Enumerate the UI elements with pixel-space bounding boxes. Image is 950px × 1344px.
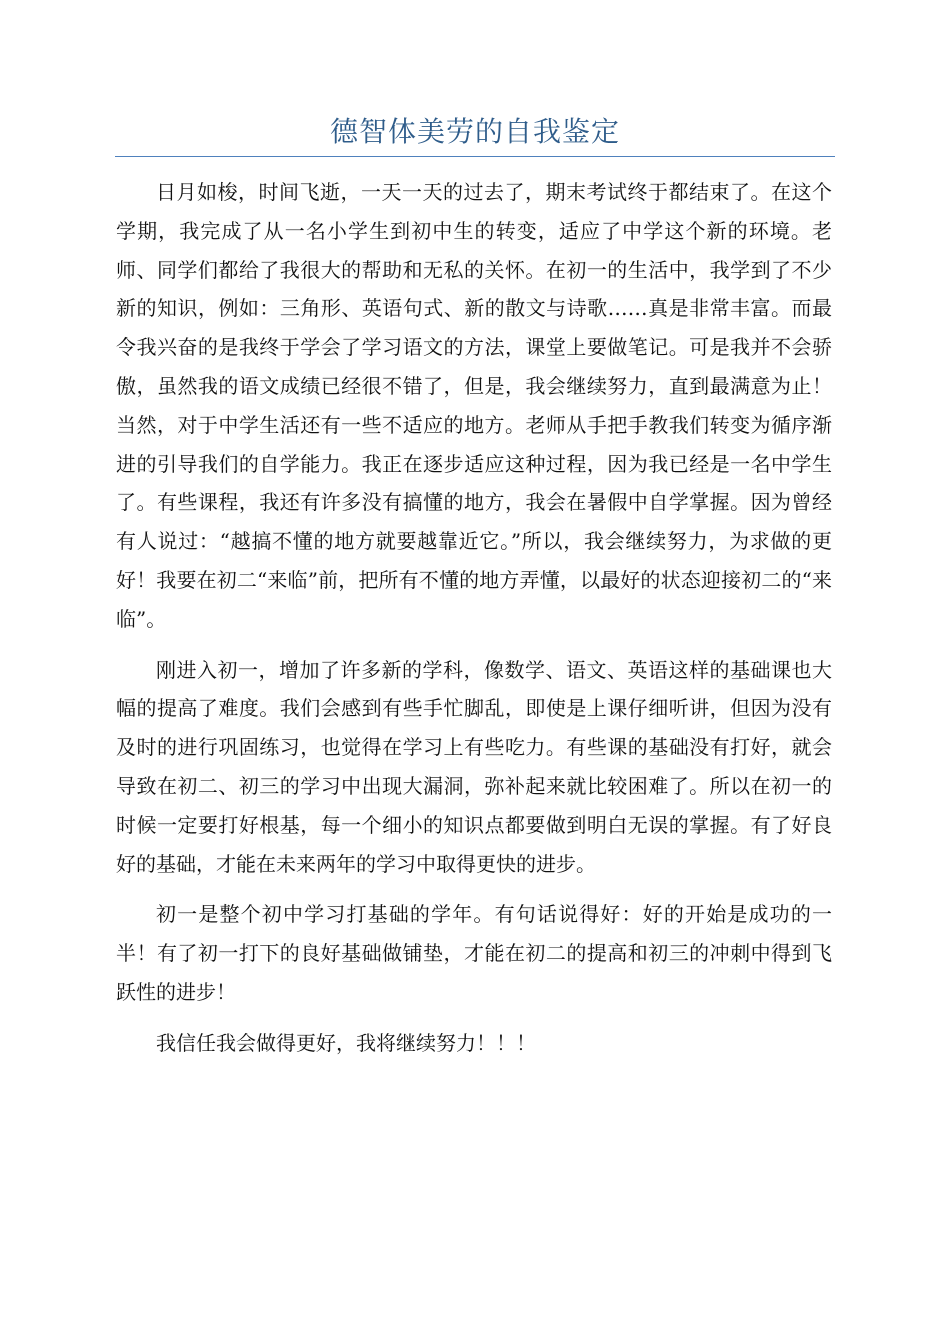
document-body	[116, 173, 832, 1075]
paragraph: 日月如梭，时间飞逝，一天一天的过去了，期末考试终于都结束了。在这个学期，我完成了从一名小学生到初中生的转变，适应了中学这个新的环境。老师、同学们都给了我很大的帮助和无私的关怀。在初一的生活中，我学到了不少新的知识，例如：三角形、英语句式、新的散文与诗歌……真是非常丰富。而最令我兴奋的是我终于学会了学习语文的方法，课堂上要做笔记。可是我并不会骄傲，虽然我的语文成绩已经很不错了，但是，我会继续努力，直到最满意为止！当然，对于中学生活还有一些不适应的地方。老师从手把手教我们转变为循序渐进的引导我们的自学能力。我正在逐步适应这种过程，因为我已经是一名中学生了。有些课程，我还有许多没有搞懂的地方，我会在暑假中自学掌握。因为曾经有人说过：“越搞不懂的地方就要越靠近它。”所以，我会继续努力，为求做的更好！我要在初二“来临”前，把所有不懂的地方弄懂，以最好的状态迎接初二的“来临”。	[116, 180, 832, 631]
title-block	[115, 112, 835, 157]
paragraph: 刚进入初一，增加了许多新的学科，像数学、语文、英语这样的基础课也大幅的提高了难度。我们会感到有些手忙脚乱，即使是上课仔细听讲，但因为没有及时的进行巩固练习，也觉得在学习上有些吃力。有些课的基础没有打好，就会导致在初二、初三的学习中出现大漏洞，弥补起来就比较困难了。所以在初一的时候一定要打好根基，每一个细小的知识点都要做到明白无误的掌握。有了好良好的基础，才能在未来两年的学习中取得更快的进步。	[116, 657, 832, 876]
paragraph: 我信任我会做得更好，我将继续努力！！！	[156, 1030, 536, 1055]
paragraph: 初一是整个初中学习打基础的学年。有句话说得好：好的开始是成功的一半！有了初一打下的良好基础做铺垫，才能在初二的提高和初三的冲刺中得到飞跃性的进步！	[116, 902, 832, 1004]
document-title: 德智体美劳的自我鉴定	[329, 115, 620, 148]
